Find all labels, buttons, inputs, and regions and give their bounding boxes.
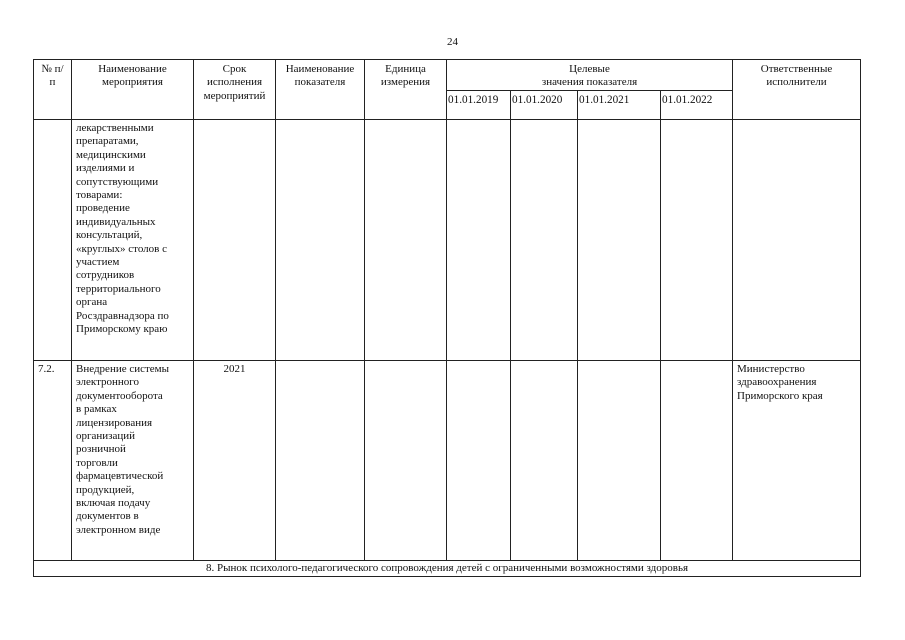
responsible-line: здравоохранения bbox=[737, 376, 817, 389]
measure-name-line: документов в bbox=[76, 510, 139, 523]
table-row bbox=[34, 120, 861, 361]
year-value-cell bbox=[447, 120, 511, 361]
year-value-cell bbox=[511, 361, 578, 561]
row-number: 7.2. bbox=[34, 361, 72, 561]
indicator-cell bbox=[276, 361, 365, 561]
year-value-cell bbox=[578, 361, 661, 561]
measure-name-line: организаций bbox=[76, 430, 136, 443]
header-no bbox=[34, 60, 72, 120]
measure-name-line: торговли bbox=[76, 456, 118, 469]
measure-name-line: индивидуальных bbox=[76, 215, 156, 228]
header-term-line: мероприятий bbox=[203, 89, 266, 102]
measure-name-line: изделиями и bbox=[76, 162, 135, 175]
year-value-cell bbox=[661, 361, 733, 561]
measure-name-line: в рамках bbox=[76, 403, 117, 416]
measure-name-line: Росздравнадзора по bbox=[76, 309, 169, 322]
measure-term: 2021 bbox=[194, 361, 276, 561]
measure-name-line: продукцией, bbox=[76, 483, 135, 496]
measure-name-line: проведение bbox=[76, 202, 130, 215]
measure-name-line: Приморскому краю bbox=[76, 323, 168, 336]
measure-name-line: территориального bbox=[76, 282, 161, 295]
unit-cell bbox=[365, 120, 447, 361]
header-target-line: значения показателя bbox=[541, 76, 638, 89]
measure-name bbox=[72, 361, 194, 561]
measure-name-line: электронном виде bbox=[76, 523, 161, 536]
header-unit-line: измерения bbox=[380, 76, 431, 89]
header-year: 01.01.2021 bbox=[578, 91, 661, 120]
row-number bbox=[34, 120, 72, 361]
measure-name-line: препаратами, bbox=[76, 135, 139, 148]
section-heading: 8. Рынок психолого-педагогического сопровождения детей с ограниченными возможностями здоровья bbox=[34, 561, 861, 577]
year-value-cell bbox=[661, 120, 733, 361]
measure-name-line: электронного bbox=[76, 376, 140, 389]
measure-name-line: Внедрение системы bbox=[76, 363, 170, 375]
measure-name-line: лицензирования bbox=[76, 416, 153, 429]
measure-name-line: розничной bbox=[76, 443, 126, 456]
measure-name bbox=[72, 120, 194, 361]
indicator-cell bbox=[276, 120, 365, 361]
header-target bbox=[447, 60, 733, 91]
header-term-line: Срок bbox=[222, 63, 247, 75]
header-year: 01.01.2020 bbox=[511, 91, 578, 120]
header-no-line: № п/ bbox=[41, 63, 64, 75]
responsible-line: Приморского края bbox=[737, 389, 823, 402]
header-term-line: исполнения bbox=[206, 76, 263, 89]
header-responsible-line: исполнители bbox=[766, 76, 827, 89]
measures-table bbox=[33, 59, 861, 577]
measure-name-line: участием bbox=[76, 256, 120, 269]
table-row bbox=[34, 361, 861, 561]
measure-name-line: консультаций, bbox=[76, 229, 143, 242]
header-target-line: Целевые bbox=[569, 63, 610, 75]
unit-cell bbox=[365, 361, 447, 561]
measure-name-line: медицинскими bbox=[76, 148, 146, 161]
measure-term bbox=[194, 120, 276, 361]
measure-name-line: органа bbox=[76, 296, 108, 309]
measure-name-line: включая подачу bbox=[76, 497, 151, 510]
header-indicator bbox=[276, 60, 365, 120]
responsible-line: Министерство bbox=[737, 363, 805, 375]
page-number: 24 bbox=[447, 36, 458, 48]
year-value-cell bbox=[511, 120, 578, 361]
measure-name-line: сотрудников bbox=[76, 269, 135, 282]
header-name-line: Наименование bbox=[98, 63, 167, 75]
measure-name-line: сопутствующими bbox=[76, 175, 159, 188]
year-value-cell bbox=[447, 361, 511, 561]
header-year: 01.01.2019 bbox=[447, 91, 511, 120]
header-row bbox=[34, 60, 861, 91]
header-unit bbox=[365, 60, 447, 120]
measure-name-line: «круглых» столов с bbox=[76, 242, 167, 255]
measure-name-line: лекарственными bbox=[76, 122, 154, 134]
header-indicator-line: показателя bbox=[294, 76, 346, 89]
year-value-cell bbox=[578, 120, 661, 361]
measure-name-line: фармацевтической bbox=[76, 470, 164, 483]
responsible-cell bbox=[733, 120, 861, 361]
header-responsible bbox=[733, 60, 861, 120]
header-term bbox=[194, 60, 276, 120]
header-unit-line: Единица bbox=[385, 63, 426, 75]
header-name-line: мероприятия bbox=[102, 76, 163, 89]
header-no-line: п bbox=[49, 76, 56, 89]
header-year: 01.01.2022 bbox=[661, 91, 733, 120]
measure-name-line: документооборота bbox=[76, 389, 163, 402]
responsible-cell bbox=[733, 361, 861, 561]
header-name bbox=[72, 60, 194, 120]
header-indicator-line: Наименование bbox=[285, 63, 355, 75]
header-responsible-line: Ответственные bbox=[760, 63, 833, 75]
section-heading-row bbox=[34, 561, 861, 577]
measure-name-line: товарами: bbox=[76, 189, 123, 202]
